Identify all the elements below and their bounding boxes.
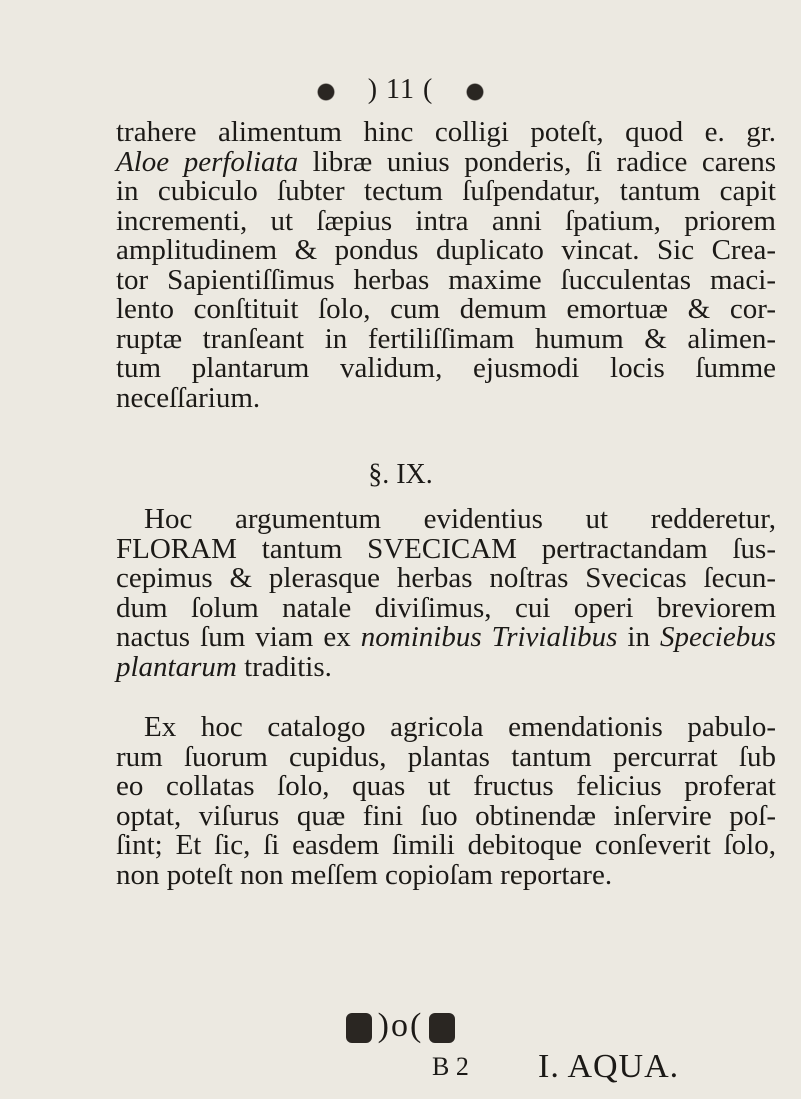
page-number: ) 11 (: [367, 74, 434, 105]
left-fleuron-icon: [346, 1013, 372, 1043]
text-line: optat, viſurus quæ fini ſuo obtinendæ inſervire poſ-: [116, 799, 776, 832]
text-line: plantarum traditis.: [116, 650, 332, 683]
italic-term: plantarum: [116, 650, 237, 683]
right-fleuron-icon: [429, 1013, 455, 1043]
text-line: in cubiculo ſubter tectum ſuſpendatur, tantum capit: [116, 175, 776, 207]
text-line: Ex hoc catalogo agricola emendationis pabulo-: [144, 711, 776, 743]
end-ornament: [0, 1007, 801, 1045]
end-ornament-text: )o(: [377, 1007, 424, 1044]
signature-mark: B 2: [432, 1052, 469, 1081]
italic-term: Speciebus: [660, 621, 777, 653]
text-line: amplitudinem & pondus duplicato vincat. Sic Crea-: [116, 234, 776, 266]
section-heading: §. IX.: [368, 459, 433, 490]
paragraph-1: [116, 118, 776, 413]
text-line: ruptæ tranſeant in fertiliſſimam humum & alimen-: [116, 322, 776, 355]
text-line: eo collatas ſolo, quas ut fructus felicius proferat: [116, 770, 776, 802]
text-line: non poteſt non meſſem copioſam reportare.: [116, 858, 613, 891]
text-line: nactus ſum viam ex nominibus Trivialibus in Speciebus: [116, 621, 777, 653]
right-ornament-icon: [455, 82, 495, 102]
paragraph-3: [116, 713, 776, 890]
italic-term: Aloe perfoliata: [116, 145, 299, 178]
text-line: tor Sapientiſſimus herbas maxime ſucculentas maci-: [116, 263, 776, 296]
page-header: [0, 74, 801, 106]
text-line: neceſſarium.: [116, 381, 261, 414]
italic-term: nominibus Trivialibus: [360, 621, 618, 653]
text-line: FLORAM tantum SVECICAM pertractandam ſus-: [116, 532, 776, 565]
text-line: dum ſolum natale diviſimus, cui operi breviorem: [116, 591, 776, 624]
text-line: cepimus & plerasque herbas noſtras Svecicas ſecun-: [116, 562, 776, 594]
text-line: rum ſuorum cupidus, plantas tantum percurrat ſub: [116, 740, 776, 773]
catchword: I. AQUA.: [538, 1048, 680, 1085]
text-line: lento conſtituit ſolo, cum demum emortuæ & cor-: [116, 293, 776, 325]
text-line: Hoc argumentum evidentius ut redderetur,: [144, 503, 776, 535]
text-line: ſint; Et ſic, ſi easdem ſimili debitoque conſeverit ſolo,: [116, 829, 776, 861]
left-ornament-icon: [306, 82, 346, 102]
text-line: Aloe perfoliata libræ unius ponderis, ſi radice carens: [116, 145, 776, 178]
text-line: trahere alimentum hinc colligi poteſt, quod e. gr.: [116, 116, 776, 148]
paragraph-2: [116, 505, 776, 682]
text-line: tum plantarum validum, ejusmodi locis ſumme: [116, 352, 776, 384]
text-line: incrementi, ut ſæpius intra anni ſpatium, priorem: [116, 204, 776, 237]
